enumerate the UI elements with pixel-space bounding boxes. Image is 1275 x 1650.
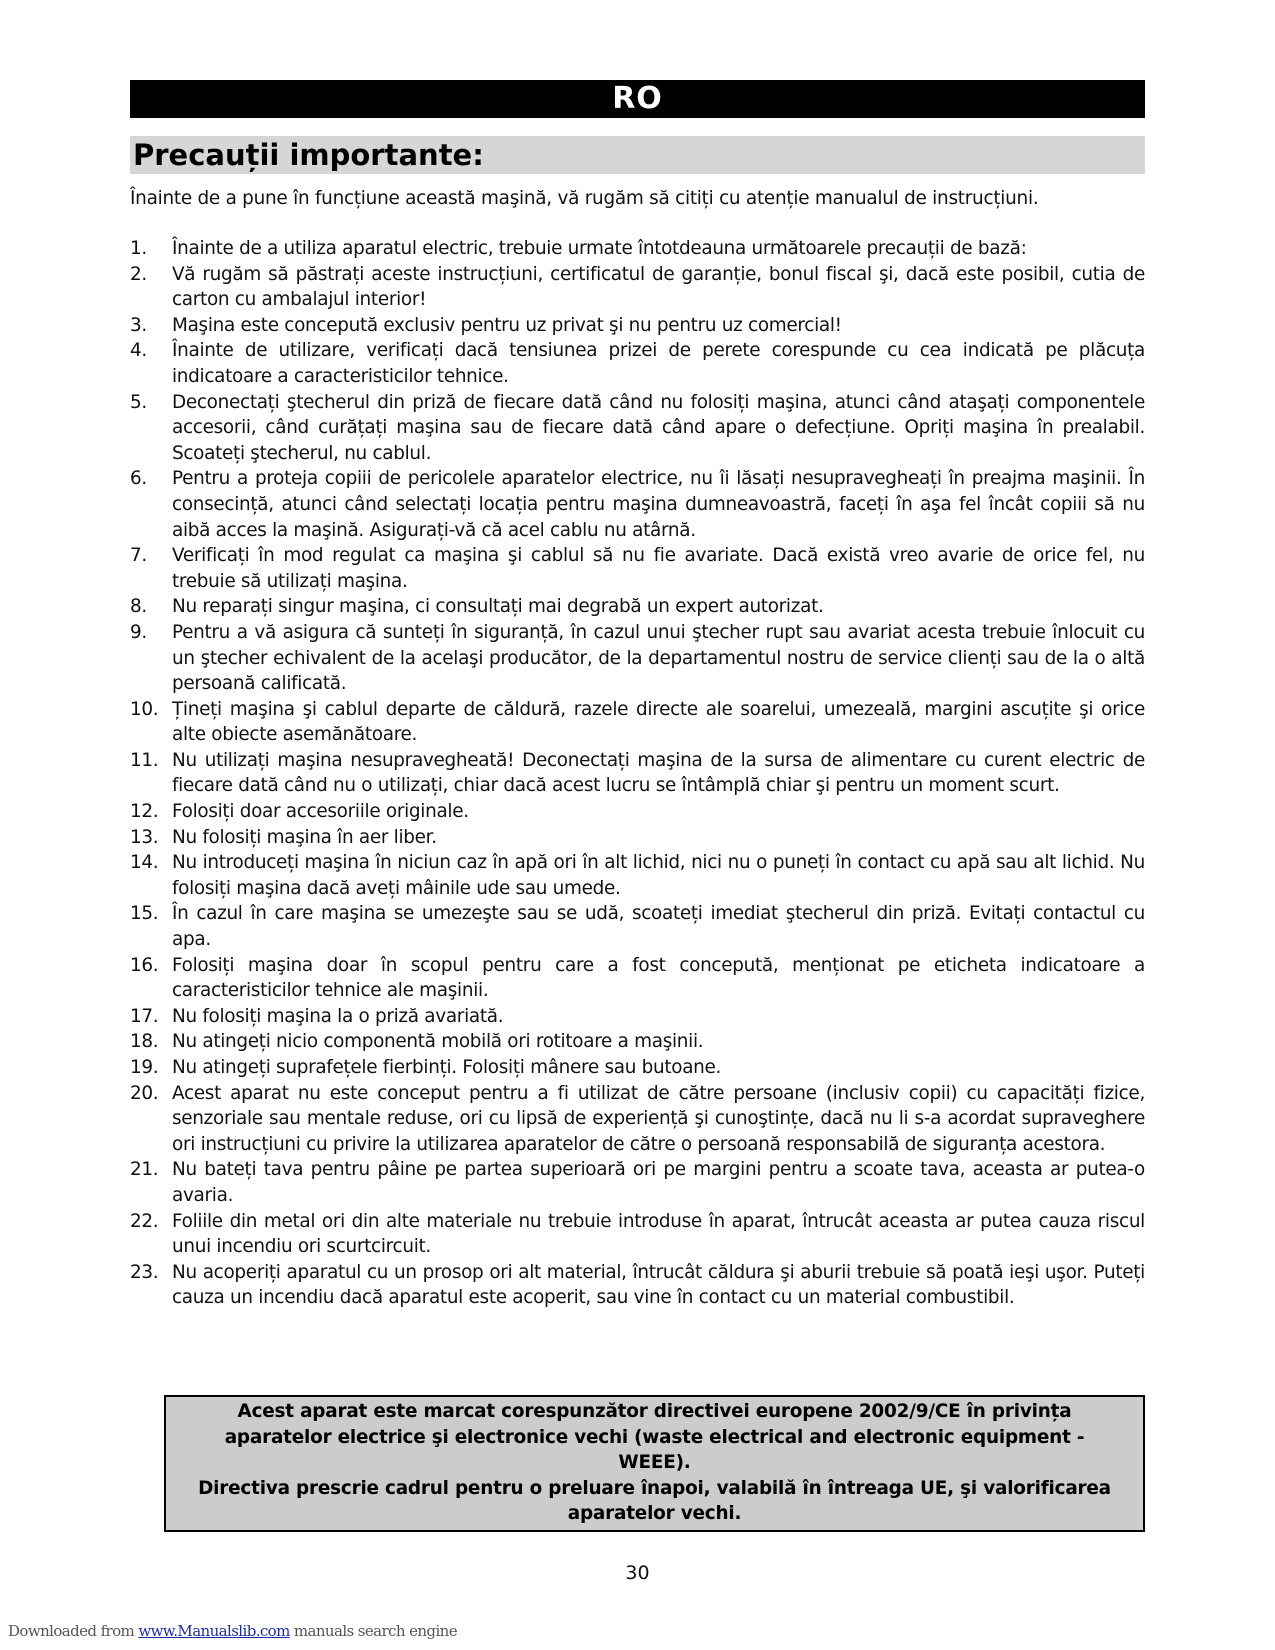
item-text: Nu folosiți maşina în aer liber. <box>172 826 437 848</box>
list-item <box>130 850 1145 901</box>
list-item <box>130 825 1145 851</box>
page-number: 30 <box>625 1562 650 1584</box>
item-text: Deconectați ştecherul din priză de fiecare dată când nu folosiți maşina, atunci când ataşați componentele accesorii, când curățați maşina sau de fiecare dată când apare o defecțiune. Opriți maşina în prealabil. Scoateți ştecherul, nu cablul. <box>172 391 1145 464</box>
item-text: Nu bateți tava pentru pâine pe partea superioară ori pe margini pentru a scoate tava, aceasta ar putea-o avaria. <box>172 1159 1145 1206</box>
list-item <box>130 236 1145 262</box>
item-number: 21. <box>130 1159 159 1181</box>
item-number: 9. <box>130 621 147 643</box>
item-number: 3. <box>130 314 147 336</box>
list-item <box>130 1157 1145 1208</box>
weee-notice-line-2: Directiva prescrie cadrul pentru o preluare înapoi, valabilă în întreaga UE, şi valorificarea aparatelor vechi. <box>198 1477 1111 1524</box>
list-item <box>130 1260 1145 1311</box>
weee-notice-line-1: Acest aparat este marcat corespunzător directivei europene 2002/9/CE în privința aparatelor electrice şi electronice vechi (waste electrical and electronic equipment - WEEE). <box>224 1401 1085 1473</box>
item-number: 22. <box>130 1210 159 1232</box>
footer-prefix: Downloaded from <box>8 1622 139 1640</box>
list-item <box>130 262 1145 313</box>
item-number: 13. <box>130 826 159 848</box>
item-text: Verificați în mod regulat ca maşina şi cablul să nu fie avariate. Dacă există vreo avarie de orice fel, nu trebuie să utilizați maşina. <box>172 545 1145 592</box>
list-item <box>130 620 1145 697</box>
list-item <box>130 748 1145 799</box>
list-item <box>130 1081 1145 1158</box>
item-number: 19. <box>130 1057 159 1078</box>
list-item <box>130 466 1145 543</box>
list-item <box>130 799 1145 825</box>
item-text: Maşina este concepută exclusiv pentru uz privat şi nu pentru uz comercial! <box>172 314 842 336</box>
download-footer <box>8 1622 457 1640</box>
intro-paragraph: Înainte de a pune în funcțiune această maşină, vă rugăm să citiți cu atenție manualul de instrucțiuni. <box>130 188 1039 209</box>
item-text: Pentru a proteja copiii de pericolele aparatelor electrice, nu îi lăsați nesupravegheați în preajma maşinii. În consecință, atunci când selectați locația pentru maşina dumneavoastră, faceți în aşa fel încât copiii să nu aibă acces la maşină. Asigurați-vă că acel cablu nu atârnă. <box>172 468 1145 541</box>
list-item <box>130 697 1145 748</box>
item-text: În cazul în care maşina se umezeşte sau se udă, scoateți imediat ştecherul din priză. Evitați contactul cu apa. <box>172 903 1145 951</box>
list-item <box>130 1209 1145 1260</box>
item-number: 4. <box>130 340 147 362</box>
list-item <box>130 313 1145 339</box>
item-number: 17. <box>130 1005 159 1027</box>
item-text: Folosiți doar accesoriile originale. <box>172 801 469 823</box>
item-text: Nu introduceți maşina în niciun caz în apă ori în alt lichid, nici nu o puneți în contact cu apă sau alt lichid. Nu folosiți maşina dacă aveți mâinile ude sau umede. <box>172 852 1145 899</box>
item-number: 23. <box>130 1261 159 1283</box>
item-number: 8. <box>130 596 147 618</box>
item-text: Acest aparat nu este conceput pentru a fi utilizat de către persoane (inclusiv copii) cu capacități fizice, senzoriale sau mentale reduse, ori cu lipsă de experiență şi cunoştințe, dacă nu li s-a acordat supraveghere ori instrucțiuni cu privire la utilizarea aparatelor de către o persoană responsabilă de siguranța acestora. <box>172 1082 1145 1155</box>
language-header: RO <box>130 80 1145 118</box>
item-text: Foliile din metal ori din alte materiale nu trebuie introduse în aparat, întrucât aceasta ar putea cauza riscul unui incendiu ori scurtcircuit. <box>172 1210 1145 1258</box>
weee-notice-box <box>164 1395 1145 1532</box>
list-item <box>130 1004 1145 1030</box>
item-number: 5. <box>130 391 147 413</box>
item-text: Nu folosiți maşina la o priză avariată. <box>172 1005 504 1027</box>
item-number: 7. <box>130 545 147 567</box>
list-item <box>130 543 1145 594</box>
item-number: 2. <box>130 263 147 285</box>
list-item <box>130 901 1145 952</box>
item-number: 18. <box>130 1031 159 1053</box>
item-number: 15. <box>130 903 159 925</box>
footer-suffix: manuals search engine <box>289 1622 457 1640</box>
item-text: Nu atingeți nicio componentă mobilă ori rotitoare a maşinii. <box>172 1031 704 1053</box>
item-number: 1. <box>130 238 147 259</box>
item-text: Țineți maşina şi cablul departe de căldură, razele directe ale soarelui, umezeală, margini ascuțite şi orice alte obiecte asemănătoare. <box>172 698 1145 746</box>
item-text: Nu atingeți suprafețele fierbinți. Folosiți mânere sau butoane. <box>172 1057 722 1078</box>
item-number: 20. <box>130 1082 159 1104</box>
item-text: Nu reparați singur maşina, ci consultați mai degrabă un expert autorizat. <box>172 596 824 618</box>
item-number: 16. <box>130 954 159 976</box>
item-number: 6. <box>130 468 147 490</box>
item-number: 14. <box>130 852 159 874</box>
item-number: 12. <box>130 801 159 823</box>
item-text: Nu acoperiți aparatul cu un prosop ori alt material, întrucât căldura şi aburii trebuie să poată ieşi uşor. Puteți cauza un incendiu dacă aparatul este acoperit, sau vine în contact cu un material combustibil. <box>172 1261 1145 1309</box>
list-item <box>130 953 1145 1004</box>
list-item <box>130 338 1145 389</box>
item-text: Înainte de utilizare, verificați dacă tensiunea prizei de perete corespunde cu cea indicată pe plăcuța indicatoare a caracteristicilor tehnice. <box>172 340 1145 387</box>
page-title: Precauții importante: <box>130 136 1145 174</box>
precautions-list <box>130 236 1145 1311</box>
list-item <box>130 594 1145 620</box>
item-number: 10. <box>130 698 159 720</box>
manualslib-link[interactable]: www.Manualslib.com <box>138 1622 290 1640</box>
item-number: 11. <box>130 749 159 771</box>
item-text: Folosiți maşina doar în scopul pentru care a fost concepută, menționat pe eticheta indicatoare a caracteristicilor tehnice ale maşinii. <box>172 954 1145 1002</box>
document-page <box>130 80 1145 1584</box>
list-item <box>130 1055 1145 1081</box>
list-item <box>130 390 1145 467</box>
item-text: Vă rugăm să păstrați aceste instrucțiuni, certificatul de garanție, bonul fiscal şi, dacă este posibil, cutia de carton cu ambalajul interior! <box>172 263 1145 311</box>
item-text: Nu utilizați maşina nesupravegheată! Deconectați maşina de la sursa de alimentare cu curent electric de fiecare dată când nu o utilizați, chiar dacă acest lucru se întâmplă chiar şi pentru un moment scurt. <box>172 749 1145 797</box>
list-item <box>130 1029 1145 1055</box>
item-text: Înainte de a utiliza aparatul electric, trebuie urmate întotdeauna următoarele precauții de bază: <box>172 238 1027 259</box>
item-text: Pentru a vă asigura că sunteți în siguranță, în cazul unui ştecher rupt sau avariat acesta trebuie înlocuit cu un ştecher echivalent de la acelaşi producător, de la departamentul nostru de service clienți sau de la o altă persoană calificată. <box>172 621 1145 695</box>
